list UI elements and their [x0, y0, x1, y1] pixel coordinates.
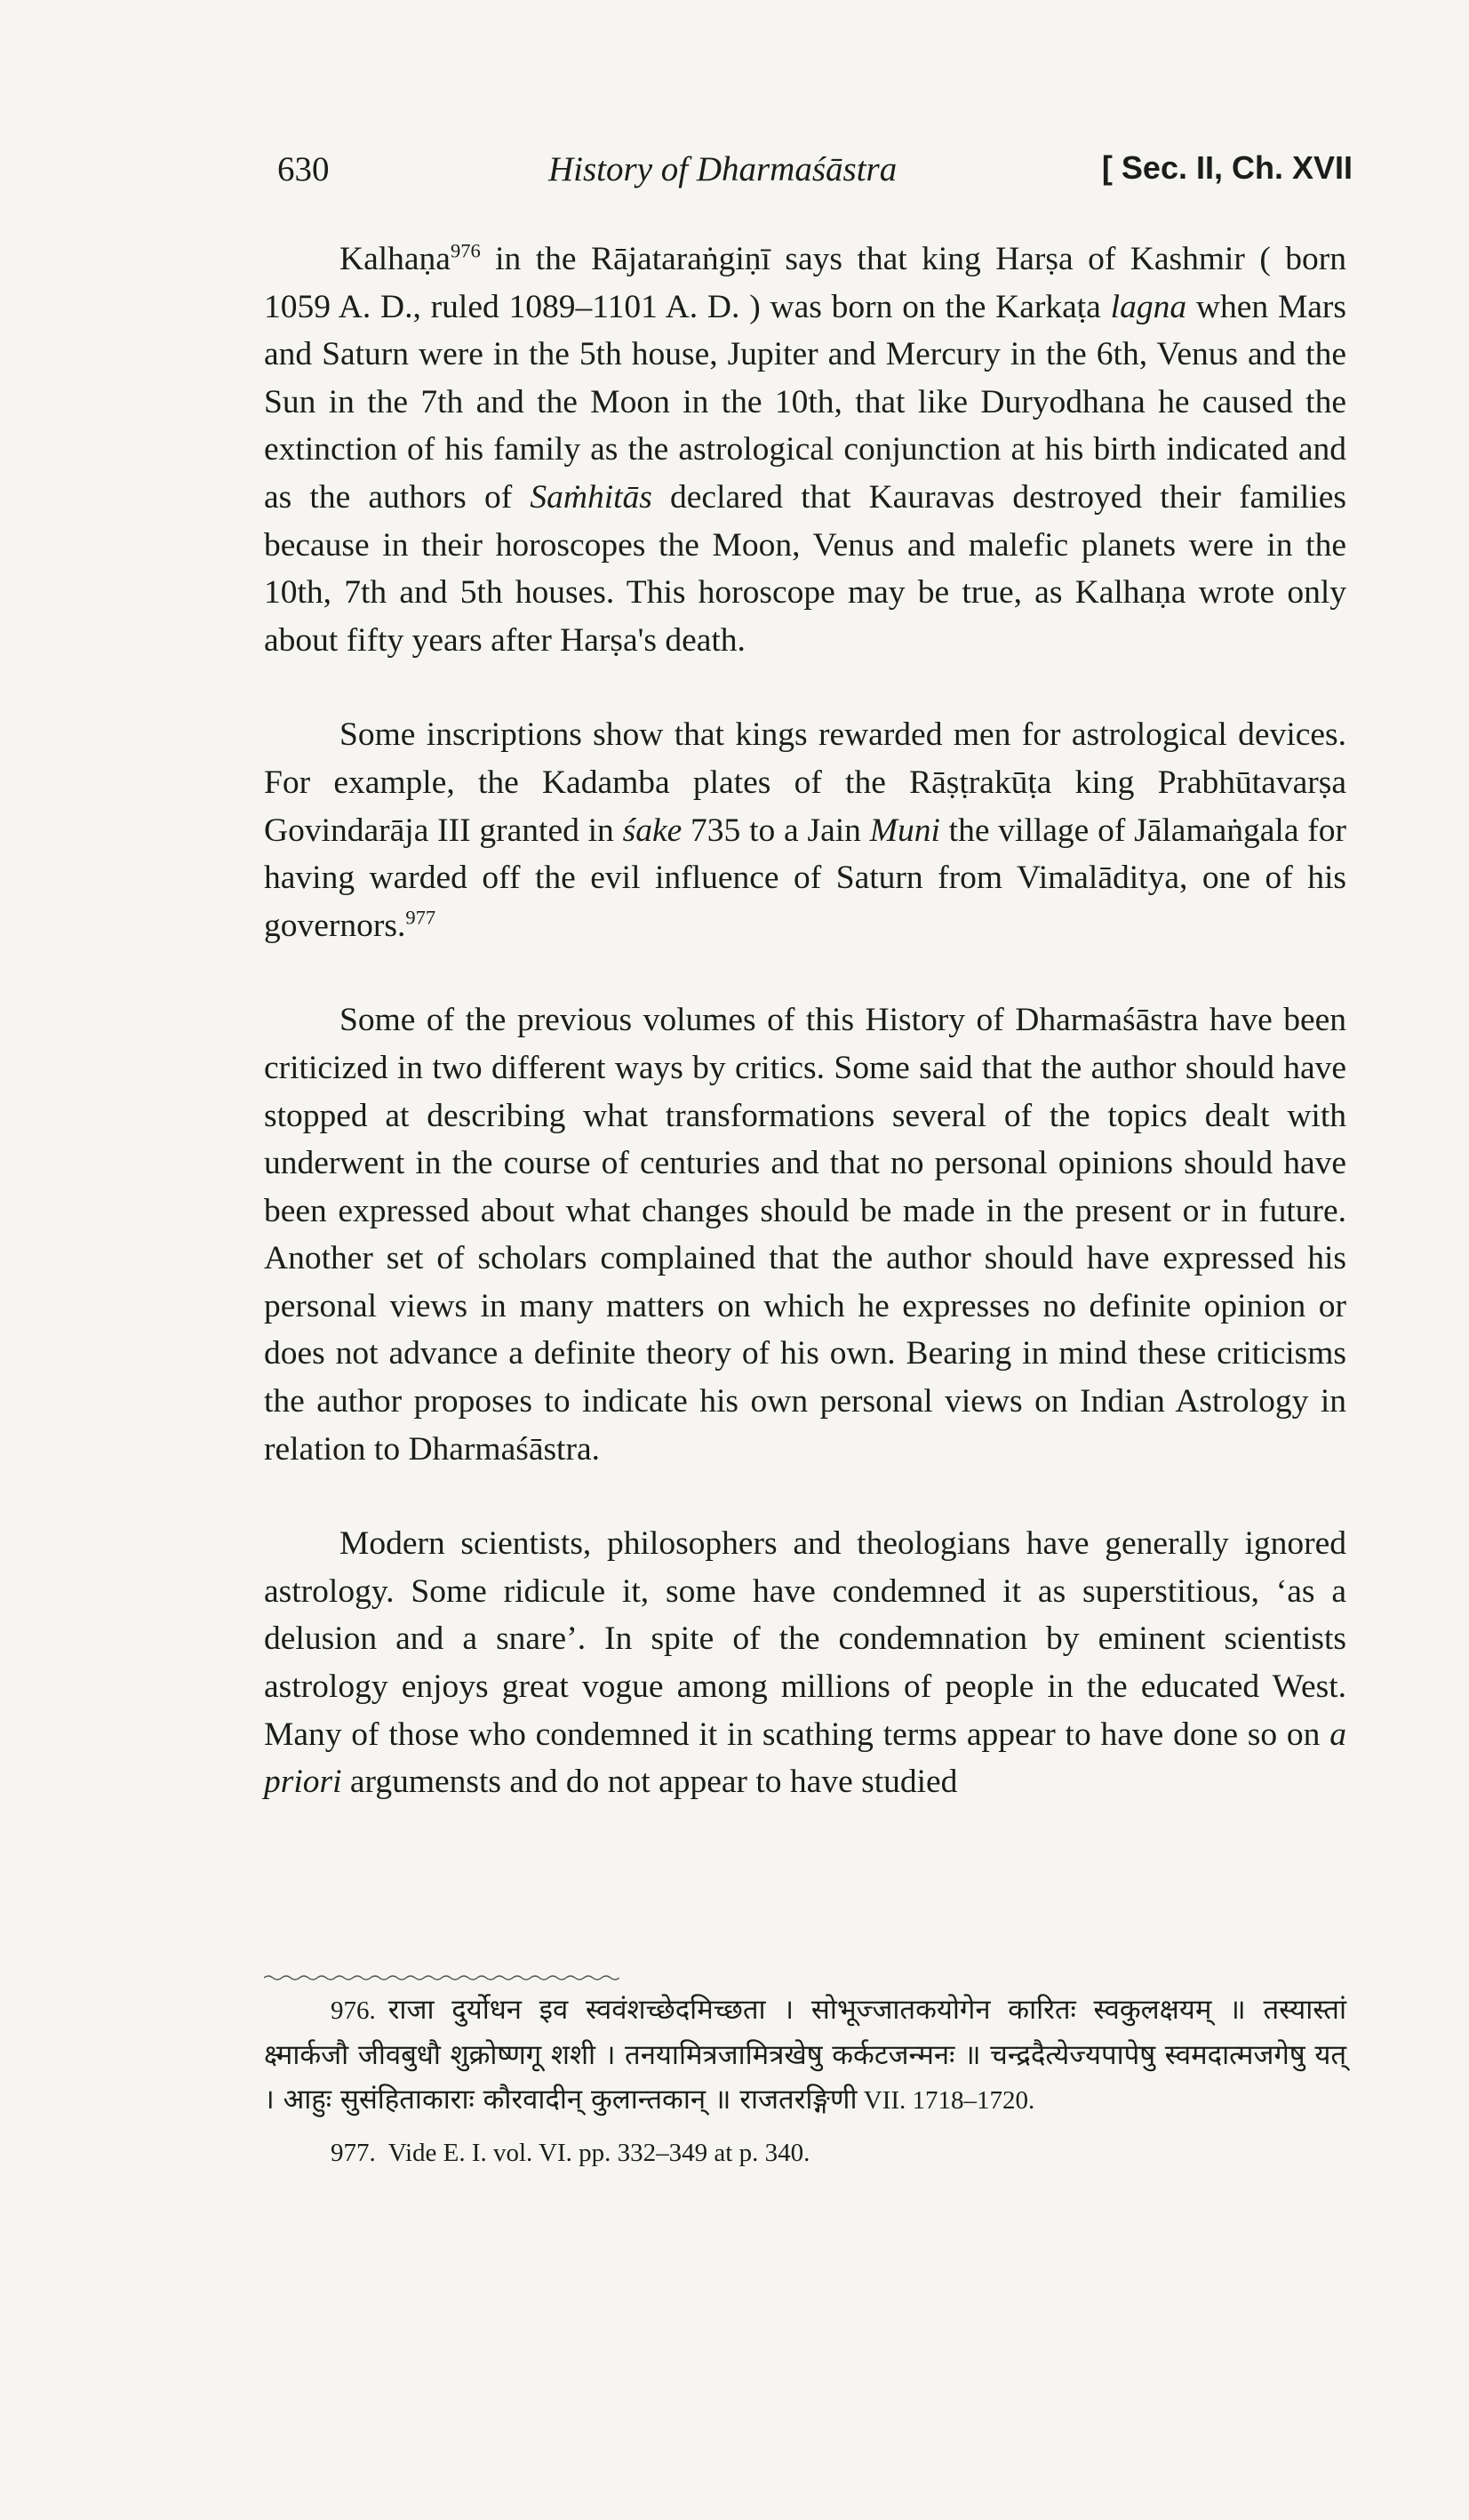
text-segment: when Mars and Saturn were in the 5th house, Jupiter and Mercury in the 6th, Venus and the Sun in the 7th and the Moon in the 10th, that like Duryodhana he caused the extinction of his family as the astrological conjunction at his birth indicated and as the authors of	[264, 288, 1347, 516]
text-segment: Some inscriptions show that kings rewarded men for astrological devices. For example, the Kadamba plates of the Rāṣṭrakūṭa king Prabhūtavarṣa Govindarāja III granted in	[264, 716, 1346, 849]
section-label: [ Sec. II, Ch. XVII	[1101, 149, 1353, 186]
text-segment: Saṁhitās	[530, 478, 652, 516]
text-segment: lagna	[1110, 288, 1187, 325]
footnote-reference: Vide E. I. vol. VI. pp. 332–349 at p. 340.	[387, 2139, 810, 2167]
text-segment: the village of Jālamaṅgala for having warded off the evil influence of Saturn from Vimalāditya, one of his governors.	[264, 812, 1346, 944]
footnote-reference: VII. 1718–1720.	[857, 2086, 1035, 2115]
footnote-ref: 976	[450, 239, 481, 262]
footnote-number: 977.	[331, 2139, 376, 2167]
footnote-ref: 977	[405, 906, 436, 929]
text-segment: 735 to a Jain	[682, 812, 870, 849]
paragraph	[264, 1520, 1346, 1806]
paragraph	[264, 996, 1346, 1473]
text-segment: argumensts and do not appear to have studied	[341, 1764, 958, 1801]
page-number: 630	[277, 150, 330, 188]
text-segment: śake	[622, 812, 683, 849]
footnote-number: 976.	[331, 1996, 376, 2025]
text-segment: a priori	[264, 1716, 1346, 1801]
text-segment: declared that Kauravas destroyed their families because in their horoscopes the Moon, Venus and malefic planets were in the 10th, 7th and 5th houses. This horoscope may be true, as Kalhaṇa wrote only about fifty years after Harṣa's death.	[264, 478, 1346, 659]
footnotes	[264, 1988, 1346, 2182]
paragraph	[264, 236, 1346, 664]
text-segment: in the Rājataraṅgiṇī says that king Harṣa of Kashmir ( born 1059 A. D., ruled 1089–1101 A. D. ) was born on the Karkaṭa	[264, 241, 1346, 325]
body-text	[264, 236, 1346, 1853]
footnote	[264, 2130, 1346, 2175]
footnote-sanskrit: राजा दुर्योधन इव स्ववंशच्छेदमिच्छता । सोभूज्जातकयोगेन कारितः स्वकुलक्षयम् ॥ तस्यास्तां क्ष्मार्कजौ जीवबुधौ शुक्रोष्णगू शशी । तनयामित्रजामित्रखेषु कर्कटजन्मनः ॥ चन्द्रदैत्येज्यपापेषु स्वमदात्मजगेषु यत् । आहुः सुसंहिताकाराः कौरवादीन् कुलान्तकान् ॥ राजतरङ्गिणी	[264, 1994, 1346, 2116]
footnote	[264, 1988, 1346, 2123]
text-segment: Modern scientists, philosophers and theologians have generally ignored astrology. Some ridicule it, some have condemned it as superstitious, ‘as a delusion and a snare’. In spite of the condemnation by eminent scientists astrology enjoys great vogue among millions of people in the educated West. Many of those who condemned it in scathing terms appear to have done so on	[264, 1525, 1346, 1753]
text-segment: Some of the previous volumes of this History of Dharmaśāstra have been criticized in two different ways by critics. Some said that the author should have stopped at describing what transformations several of the topics dealt with underwent in the course of centuries and that no personal opinions should have been expressed about what changes should be made in the present or in future. Another set of scholars complained that the author should have expressed his personal views in many matters on which he expresses no definite opinion or does not advance a definite theory of his own. Bearing in mind these criticisms the author proposes to indicate his own personal views on Indian Astrology in relation to Dharmaśāstra.	[264, 1002, 1346, 1468]
footnote-rule	[264, 1973, 619, 1982]
running-title: History of Dharmaśāstra	[548, 150, 898, 188]
paragraph	[264, 711, 1346, 949]
running-head	[277, 149, 1353, 199]
text-segment: Muni	[869, 812, 940, 849]
text-segment: Kalhaṇa	[339, 241, 451, 277]
